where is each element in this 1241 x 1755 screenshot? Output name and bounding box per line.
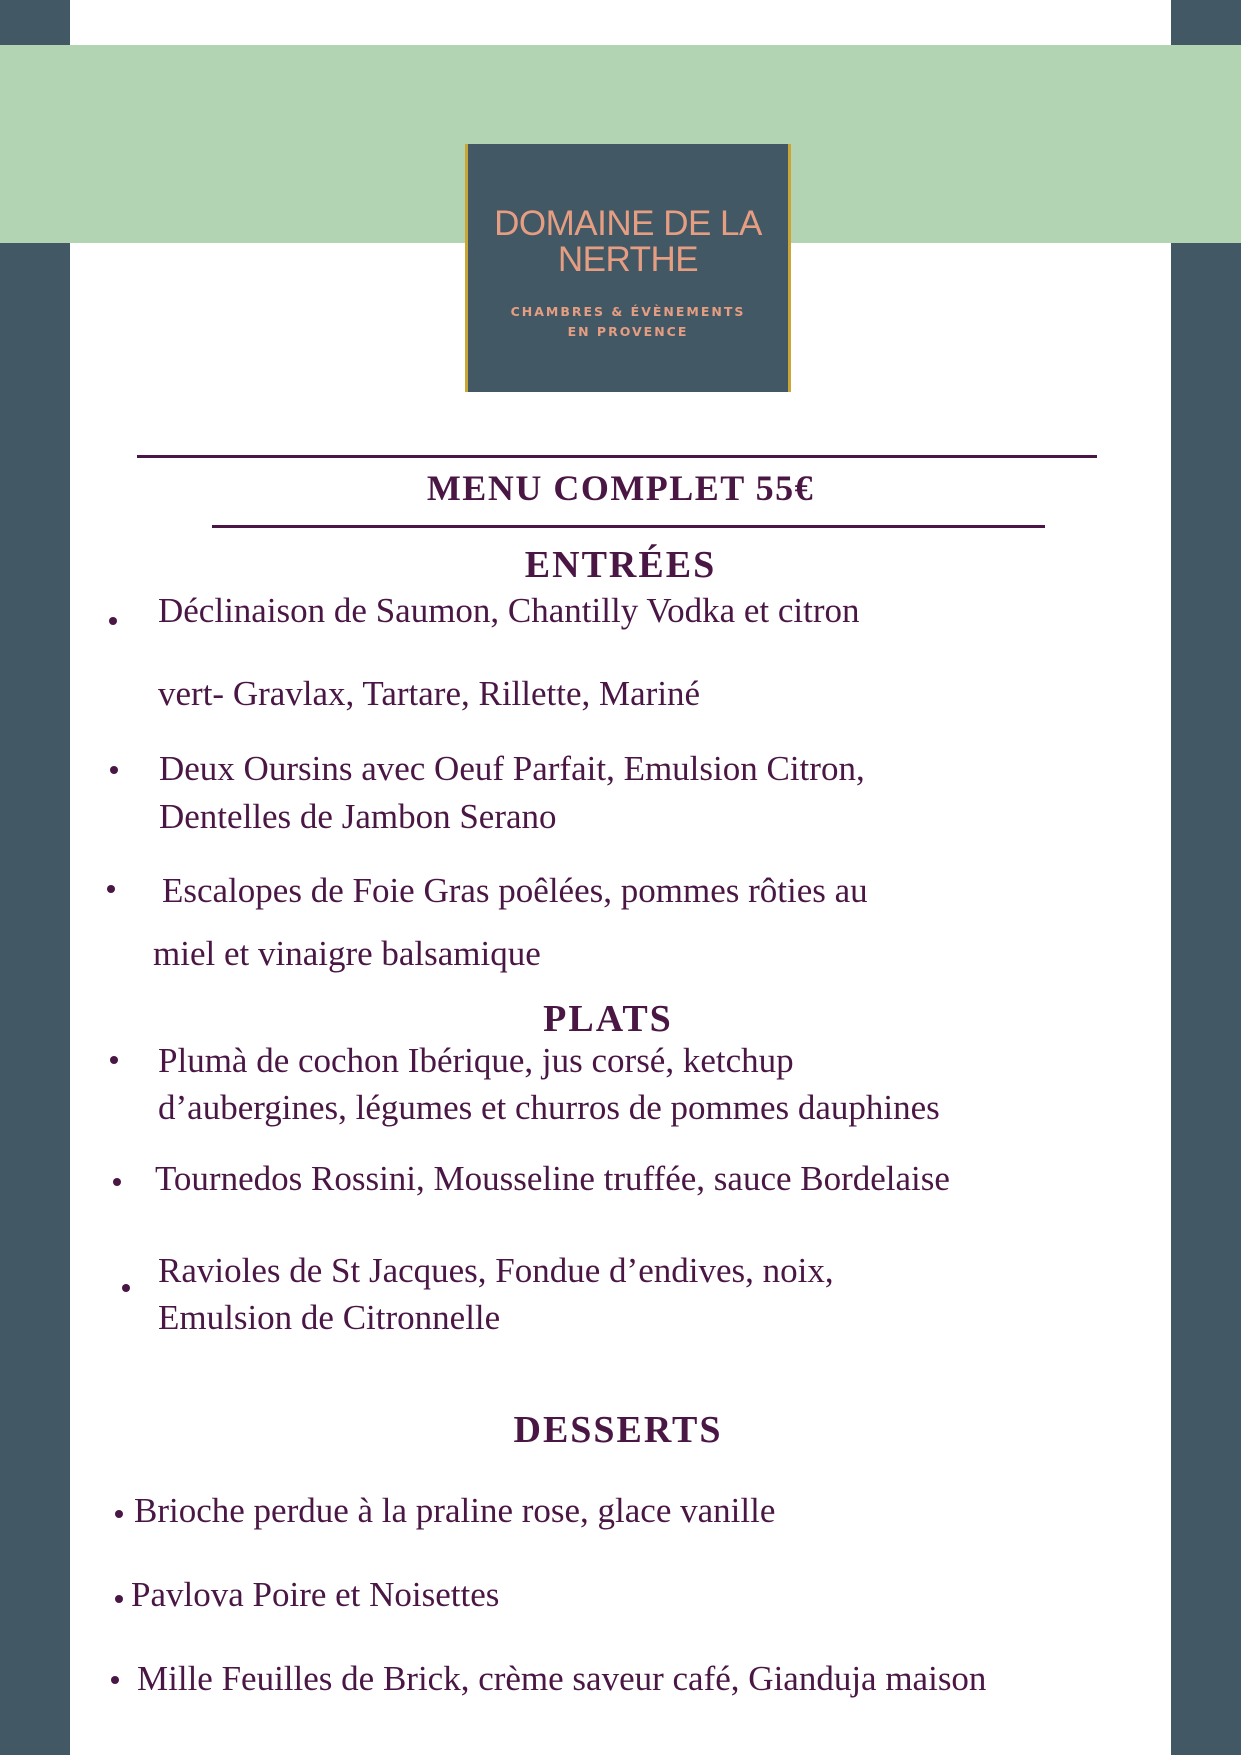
entree-2-line1: Deux Oursins avec Oeuf Parfait, Emulsion Citron, [159,749,865,788]
entree-3-line1: Escalopes de Foie Gras poêlées, pommes rôties au [162,871,868,910]
domaine-logo [465,144,791,392]
plat-1-line2: d’aubergines, légumes et churros de pommes dauphines [158,1088,940,1127]
logo-tagline [468,302,788,342]
entree-1-line1: Déclinaison de Saumon, Chantilly Vodka et citron [158,591,860,630]
bullet-dot [115,1595,123,1603]
bullet-dot [111,1676,119,1684]
bullet-dot [107,885,115,893]
bullet-dot [122,1284,130,1292]
bullet-dot [113,1178,121,1186]
logo-tagline-line1: CHAMBRES & ÉVÈNEMENTS [510,304,746,319]
section-title-entrees: ENTRÉES [524,544,717,586]
logo-name-line2: NERTHE [557,240,699,279]
title-rule-top [137,455,1097,458]
dessert-3-line1: Mille Feuilles de Brick, crème saveur café, Gianduja maison [137,1659,987,1698]
section-title-plats: PLATS [543,998,673,1040]
bullet-dot [110,1056,118,1064]
plat-2-line1: Tournedos Rossini, Mousseline truffée, sauce Bordelaise [155,1159,950,1198]
bullet-dot [109,617,117,625]
entree-2-line2: Dentelles de Jambon Serano [159,797,557,836]
entree-3-line2: miel et vinaigre balsamique [153,934,541,973]
dessert-2-line1: Pavlova Poire et Noisettes [131,1575,500,1614]
dessert-1-line1: Brioche perdue à la praline rose, glace vanille [134,1491,776,1530]
logo-name [468,206,788,278]
plat-3-line1: Ravioles de St Jacques, Fondue d’endives, noix, [158,1251,834,1290]
logo-tagline-line2: EN PROVENCE [567,324,689,339]
plat-3-line2: Emulsion de Citronnelle [158,1298,501,1337]
bullet-dot [110,766,118,774]
entree-1-line2: vert- Gravlax, Tartare, Rillette, Mariné [158,674,701,713]
title-rule-bottom [212,525,1045,528]
menu-title: MENU COMPLET 55€ [426,468,815,508]
plat-1-line1: Plumà de cochon Ibérique, jus corsé, ketchup [158,1041,794,1080]
bullet-dot [115,1510,123,1518]
logo-name-line1: DOMAINE DE LA [494,204,762,243]
section-title-desserts: DESSERTS [513,1409,723,1451]
